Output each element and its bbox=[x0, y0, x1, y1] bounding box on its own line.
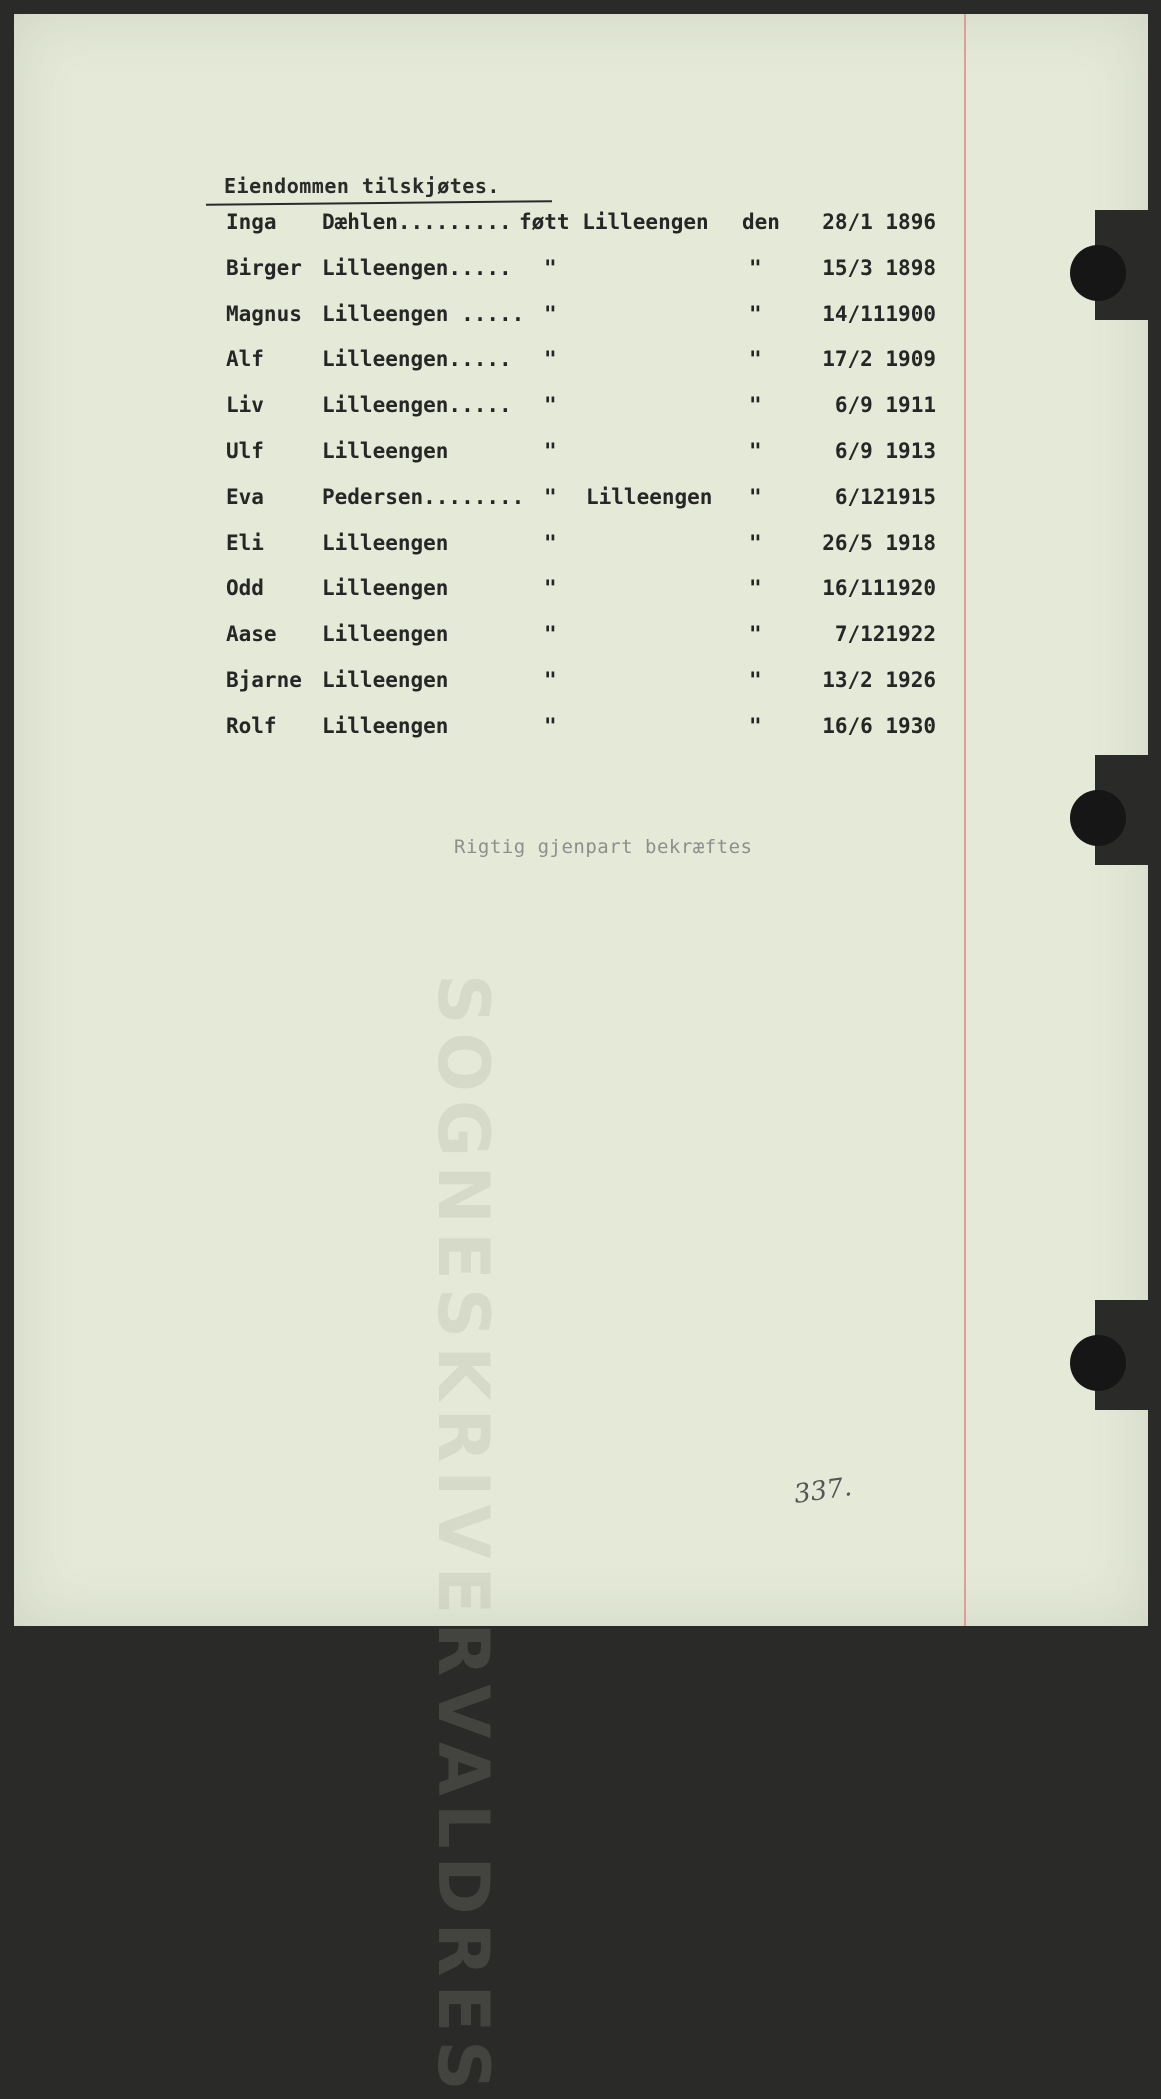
entry-last-name: Lilleengen..... bbox=[322, 393, 512, 418]
entry-ditto-mark: " bbox=[544, 439, 557, 463]
entry-first-name: Liv bbox=[226, 393, 264, 418]
watermark: SOGNESKRIVERVALDRES bbox=[422, 974, 504, 2099]
entry-ditto-mark: " bbox=[544, 347, 557, 372]
entry-date: 17/2 1909 bbox=[822, 347, 936, 372]
entry-date: 14/111900 bbox=[822, 301, 936, 326]
entry-ditto-mark: " bbox=[749, 484, 762, 509]
entry-last-name: Lilleengen bbox=[322, 439, 449, 463]
entry-last-name: Lilleengen bbox=[322, 713, 449, 738]
entry-last-name: Lilleengen bbox=[322, 576, 449, 601]
entry-first-name: Eva bbox=[226, 484, 264, 509]
entry-ditto-mark: " bbox=[544, 484, 557, 509]
punch-hole bbox=[1070, 1335, 1126, 1391]
entry-ditto-mark: " bbox=[749, 668, 762, 692]
punch-hole bbox=[1070, 790, 1126, 846]
entry-birth-name: føtt Lilleengen bbox=[519, 210, 709, 234]
entry-row bbox=[14, 439, 964, 469]
entry-last-name: Pedersen........ bbox=[322, 484, 525, 509]
entry-ditto-mark: " bbox=[544, 301, 557, 326]
entry-date: 13/2 1926 bbox=[822, 668, 936, 692]
entry-date: 6/9 1911 bbox=[834, 393, 936, 418]
margin-line bbox=[964, 14, 966, 1626]
entry-row bbox=[14, 576, 964, 606]
entry-first-name: Magnus bbox=[226, 301, 302, 326]
entry-first-name: Eli bbox=[226, 530, 264, 555]
entry-ditto-mark: " bbox=[544, 530, 557, 555]
entry-ditto-mark: " bbox=[544, 713, 557, 738]
entry-ditto-mark: " bbox=[749, 622, 762, 647]
entry-row bbox=[14, 531, 964, 561]
heading-underline bbox=[206, 200, 552, 206]
entry-ditto-mark: " bbox=[749, 255, 762, 280]
entry-ditto-mark: " bbox=[749, 576, 762, 601]
entry-last-name: Lilleengen bbox=[322, 668, 449, 692]
entry-ditto-mark: " bbox=[544, 668, 557, 692]
entry-row bbox=[14, 210, 964, 240]
entry-first-name: Alf bbox=[226, 347, 264, 372]
document-sheet bbox=[14, 14, 1148, 2099]
entry-first-name: Rolf bbox=[226, 713, 277, 738]
entry-first-name: Birger bbox=[226, 255, 302, 280]
entry-ditto-mark: " bbox=[544, 255, 557, 280]
punch-hole bbox=[1070, 245, 1126, 301]
entry-row bbox=[14, 714, 964, 744]
entry-ditto-mark: " bbox=[544, 622, 557, 647]
entry-last-name: Lilleengen..... bbox=[322, 347, 512, 372]
entry-date: 16/6 1930 bbox=[822, 713, 936, 738]
entry-row bbox=[14, 302, 964, 332]
entry-first-name: Aase bbox=[226, 622, 277, 647]
entry-first-name: Odd bbox=[226, 576, 264, 601]
entry-date: 15/3 1898 bbox=[822, 255, 936, 280]
entry-date: 7/121922 bbox=[834, 622, 936, 647]
entry-date: 6/9 1913 bbox=[834, 439, 936, 463]
confirmation-text: Rigtig gjenpart bekræftes bbox=[454, 836, 753, 858]
document-heading: Eiendommen tilskjøtes. bbox=[224, 174, 500, 198]
entry-last-name: Lilleengen..... bbox=[322, 255, 512, 280]
entry-row bbox=[14, 256, 964, 286]
entry-first-name: Inga bbox=[226, 210, 277, 234]
entry-ditto-mark: " bbox=[544, 576, 557, 601]
entry-row bbox=[14, 622, 964, 652]
entry-maiden-name: Lilleengen bbox=[586, 484, 713, 509]
entry-row bbox=[14, 347, 964, 377]
entry-date: 26/5 1918 bbox=[822, 530, 936, 555]
entry-ditto-mark: " bbox=[749, 393, 762, 418]
entry-row bbox=[14, 485, 964, 515]
entry-ditto-mark: " bbox=[749, 301, 762, 326]
entry-ditto-mark: " bbox=[544, 393, 557, 418]
page-number: 337. bbox=[792, 1472, 854, 1510]
entry-date: 28/1 1896 bbox=[822, 210, 936, 234]
entry-last-name: Lilleengen ..... bbox=[322, 301, 525, 326]
entry-first-name: Bjarne bbox=[226, 668, 302, 692]
entry-row bbox=[14, 393, 964, 423]
entry-date: 16/111920 bbox=[822, 576, 936, 601]
entry-last-name: Lilleengen bbox=[322, 530, 449, 555]
entry-row bbox=[14, 668, 964, 698]
entry-den: den bbox=[742, 210, 780, 234]
entry-first-name: Ulf bbox=[226, 439, 264, 463]
entry-ditto-mark: " bbox=[749, 713, 762, 738]
entry-date: 6/121915 bbox=[834, 484, 936, 509]
entry-last-name: Dæhlen......... bbox=[322, 210, 512, 234]
entry-ditto-mark: " bbox=[749, 530, 762, 555]
entry-ditto-mark: " bbox=[749, 439, 762, 463]
entry-last-name: Lilleengen bbox=[322, 622, 449, 647]
entry-ditto-mark: " bbox=[749, 347, 762, 372]
